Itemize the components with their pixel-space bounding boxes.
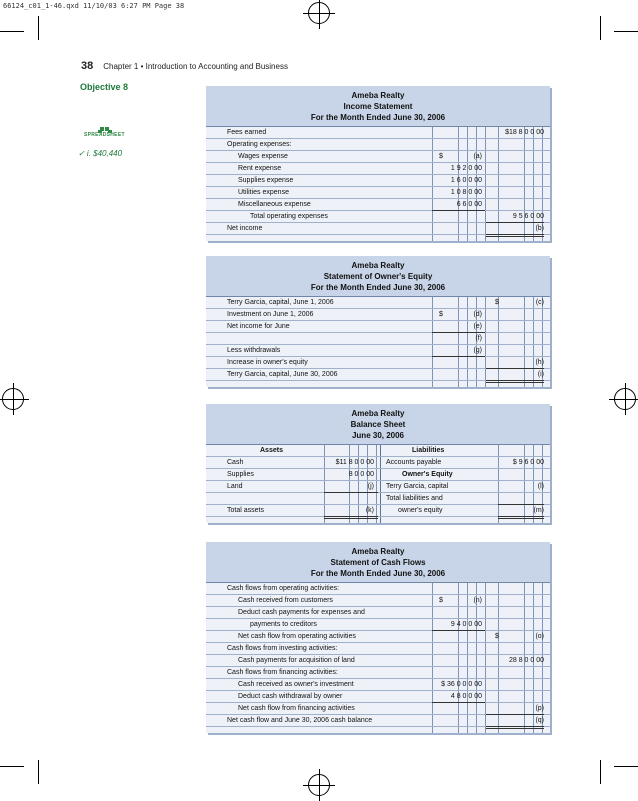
table-row: Investment on June 1, 2006 $ (d) <box>206 309 550 321</box>
statement-heading <box>206 256 550 297</box>
table-row: Cash flows from operating activities: <box>206 583 550 595</box>
table-row: Cash flows from financing activities: <box>206 667 550 679</box>
table-row: Wages expense $ (a) <box>206 151 550 163</box>
income-statement <box>206 86 550 241</box>
table-row: Operating expenses: <box>206 139 550 151</box>
table-row: Land (j) Terry Garcia, capital (l) <box>206 481 550 493</box>
statement-period: June 30, 2006 <box>351 431 405 440</box>
owners-equity-statement <box>206 256 550 387</box>
page-number: 38 <box>81 60 94 72</box>
table-row: Net income for June (e) <box>206 321 550 333</box>
statement-rows <box>206 127 550 241</box>
company-name: Ameba Realty <box>351 261 405 270</box>
table-row: Supplies expense 1 6 0 0 00 <box>206 175 550 187</box>
table-row: payments to creditors 9 4 0 0 00 <box>206 619 550 631</box>
company-name: Ameba Realty <box>351 547 405 556</box>
table-row: Deduct cash payments for expenses and <box>206 607 550 619</box>
statement-title: Statement of Owner's Equity <box>323 272 433 281</box>
table-row: Rent expense 1 9 2 0 00 <box>206 163 550 175</box>
table-row: Cash flows from investing activities: <box>206 643 550 655</box>
statement-heading <box>206 86 550 127</box>
registration-mark-icon <box>2 388 24 410</box>
crop-mark <box>38 16 39 40</box>
registration-mark-icon <box>308 2 330 24</box>
table-row: Cash $11 8 0 0 00 Accounts payable $ 9 6 0 00 <box>206 457 550 469</box>
statement-period: For the Month Ended June 30, 2006 <box>310 283 446 292</box>
cash-flows-statement <box>206 542 550 733</box>
statement-rows <box>206 445 550 523</box>
crop-mark <box>600 16 601 40</box>
table-row: Cash received from customers $ (n) <box>206 595 550 607</box>
balance-sheet <box>206 404 550 523</box>
statement-title: Statement of Cash Flows <box>330 558 426 567</box>
statement-heading <box>206 542 550 583</box>
table-row: Increase in owner's equity (h) <box>206 357 550 369</box>
table-row: Supplies 8 0 0 00 Owner's Equity <box>206 469 550 481</box>
company-name: Ameba Realty <box>351 409 405 418</box>
table-row: Net cash flow from operating activities $ (o) <box>206 631 550 643</box>
table-row: Net cash flow from financing activities (p) <box>206 703 550 715</box>
crop-mark <box>614 766 638 767</box>
crop-mark <box>38 760 39 784</box>
table-row: Miscellaneous expense 6 6 0 00 <box>206 199 550 211</box>
statement-heading <box>206 404 550 445</box>
statement-period: For the Month Ended June 30, 2006 <box>310 113 446 122</box>
registration-mark-icon <box>308 774 330 796</box>
table-row: Total operating expenses 9 5 6 0 00 <box>206 211 550 223</box>
crop-mark <box>0 31 24 32</box>
table-row: Fees earned $18 8 0 0 00 <box>206 127 550 139</box>
table-row: Terry Garcia, capital, June 1, 2006 $ (c) <box>206 297 550 309</box>
table-row: Total liabilities and <box>206 493 550 505</box>
spreadsheet-label: SPREADSHEET <box>84 132 125 138</box>
statement-title: Balance Sheet <box>350 420 406 429</box>
table-row: Terry Garcia, capital, June 30, 2006 (i) <box>206 369 550 381</box>
registration-mark-icon <box>614 388 636 410</box>
table-row: Assets Liabilities <box>206 445 550 457</box>
table-row: Deduct cash withdrawal by owner 4 8 0 0 00 <box>206 691 550 703</box>
table-row: Net cash flow and June 30, 2006 cash balance (q) <box>206 715 550 727</box>
statement-rows <box>206 583 550 733</box>
check-figure: ✓ i. $40,440 <box>78 149 123 158</box>
table-row: Cash received as owner's investment $ 36 0 0 0 00 <box>206 679 550 691</box>
table-row: Net income (b) <box>206 223 550 235</box>
table-row: Cash payments for acquisition of land 28 8 0 0 00 <box>206 655 550 667</box>
table-row: Total assets (k) owner's equity (m) <box>206 505 550 517</box>
crop-mark <box>614 31 638 32</box>
slug-line: 66124_c01_1-46.qxd 11/10/03 6:27 PM Page 38 <box>3 2 185 10</box>
statement-rows <box>206 297 550 387</box>
statement-title: Income Statement <box>343 102 413 111</box>
page-header <box>81 60 288 72</box>
company-name: Ameba Realty <box>351 91 405 100</box>
statement-period: For the Month Ended June 30, 2006 <box>310 569 446 578</box>
table-row: (f) <box>206 333 550 345</box>
crop-mark <box>0 766 24 767</box>
chapter-title: Chapter 1 • Introduction to Accounting and Business <box>103 62 288 71</box>
table-row: Utilities expense 1 0 8 0 00 <box>206 187 550 199</box>
table-row: Less withdrawals (g) <box>206 345 550 357</box>
objective-label: Objective 8 <box>80 82 129 92</box>
crop-mark <box>600 760 601 784</box>
